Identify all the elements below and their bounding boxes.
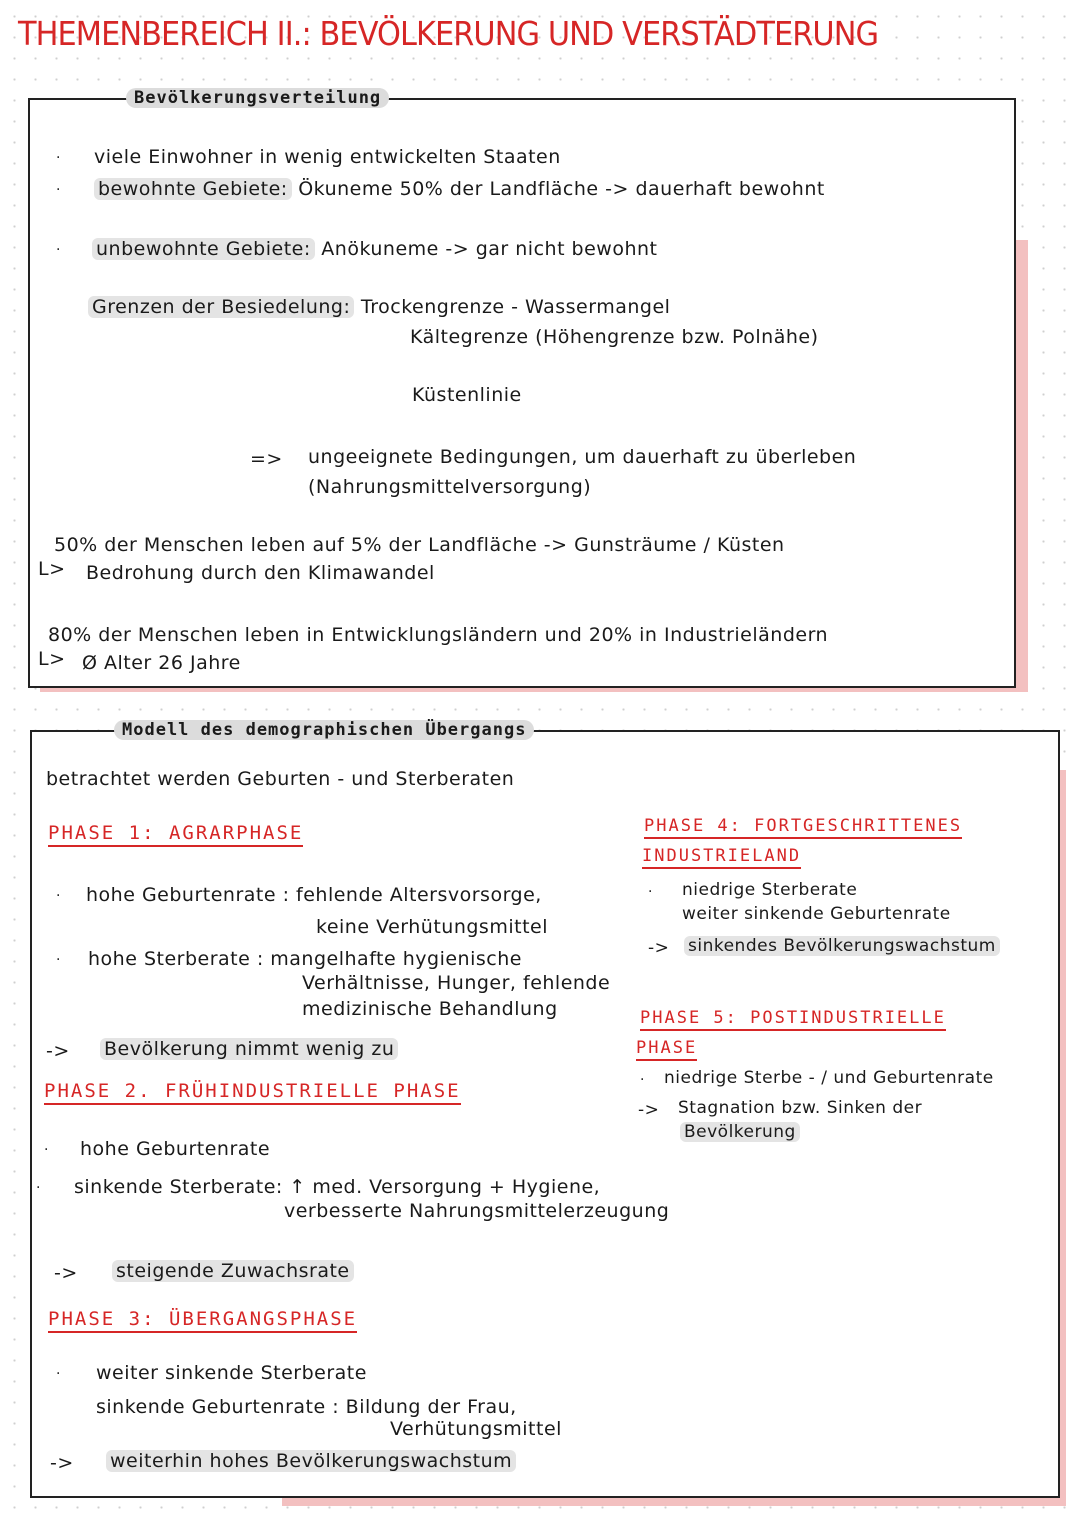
p1-death-label: hohe Sterberate : [88, 948, 264, 970]
p4-result-text: sinkendes Bevölkerungswachstum [684, 936, 1000, 956]
p2-line1: hohe Geburtenrate [80, 1138, 271, 1160]
p3-line2-2: Verhütungsmittel [390, 1418, 562, 1440]
p1-birth-1: fehlende Altersvorsorge, [296, 884, 542, 906]
p1-arrow: -> [46, 1040, 70, 1062]
bullet: · [56, 952, 61, 968]
fact1: 50% der Menschen leben auf 5% der Landfläche -> Gunsträume / Küsten [54, 534, 785, 556]
p3-arrow: -> [50, 1452, 74, 1474]
phase5-title-2: PHASE [636, 1038, 697, 1061]
p5-result-2 [680, 1122, 800, 1142]
p4-arrow: -> [648, 938, 670, 958]
inhabited-label: bewohnte Gebiete: [94, 178, 292, 200]
phase4-title-2: INDUSTRIELAND [642, 846, 801, 869]
s1-inhabited [94, 178, 825, 200]
p4-line1: niedrige Sterberate [682, 880, 858, 900]
p1-result-text: Bevölkerung nimmt wenig zu [100, 1038, 398, 1060]
p2-result [112, 1260, 354, 1282]
p1-death-2: Verhältnisse, Hunger, fehlende [302, 972, 611, 994]
p3-line2 [96, 1396, 517, 1418]
s1-uninhabited [92, 238, 658, 260]
p1-birth-label: hohe Geburtenrate : [86, 884, 290, 906]
p2-line2: sinkende Sterberate: ↑ med. Versorgung + Hygiene, [74, 1176, 601, 1198]
double-arrow: => [250, 448, 283, 470]
bullet: · [36, 1180, 41, 1196]
p3-result-text: weiterhin hohes Bevölkerungswachstum [106, 1450, 516, 1472]
bullet: · [44, 1142, 49, 1158]
p1-death-1: mangelhafte hygienische [270, 948, 522, 970]
s1-line1: viele Einwohner in wenig entwickelten Staaten [94, 146, 561, 168]
limits-2: Kältegrenze (Höhengrenze bzw. Polnähe) [410, 326, 819, 348]
p4-line2: weiter sinkende Geburtenrate [682, 904, 951, 924]
uninhabited-text: Anökuneme -> gar nicht bewohnt [321, 238, 658, 260]
phase1-title: PHASE 1: AGRARPHASE [48, 822, 303, 847]
p1-result [100, 1038, 398, 1060]
p2-arrow: -> [54, 1262, 78, 1284]
bullet: · [56, 1366, 61, 1382]
bullet: · [56, 182, 61, 198]
p5-result-2-text: Bevölkerung [680, 1122, 800, 1142]
limits-1: Trockengrenze - Wassermangel [360, 296, 671, 318]
p1-birth-2: keine Verhütungsmittel [316, 916, 548, 938]
p3-result [106, 1450, 516, 1472]
p3-line2-1: Bildung der Frau, [345, 1396, 517, 1418]
conclusion-2: (Nahrungsmittelversorgung) [308, 476, 592, 498]
p1-birth [86, 884, 542, 906]
fact2: 80% der Menschen leben in Entwicklungsländern und 20% in Industrieländern [48, 624, 829, 646]
phase4-title-1: PHASE 4: FORTGESCHRITTENES [644, 816, 962, 839]
bullet: · [56, 150, 61, 166]
fact1-sub: Bedrohung durch den Klimawandel [86, 562, 435, 584]
p4-result [684, 936, 1000, 956]
limits-label: Grenzen der Besiedelung: [88, 296, 354, 318]
uninhabited-label: unbewohnte Gebiete: [92, 238, 315, 260]
p5-line1: niedrige Sterbe - / und Geburtenrate [664, 1068, 994, 1088]
phase2-title: PHASE 2. FRÜHINDUSTRIELLE PHASE [44, 1080, 461, 1105]
fact2-sub: Ø Alter 26 Jahre [82, 652, 241, 674]
inhabited-text: Ökuneme 50% der Landfläche -> dauerhaft bewohnt [298, 178, 825, 200]
limits-3: Küstenlinie [412, 384, 522, 406]
page-title: THEMENBEREICH II.: BEVÖLKERUNG UND VERSTÄDTERUNG [18, 14, 879, 53]
section1-heading: Bevölkerungsverteilung [126, 88, 389, 108]
bullet: · [640, 1072, 645, 1088]
p2-line3: verbesserte Nahrungsmittelerzeugung [284, 1200, 670, 1222]
p5-result-1: Stagnation bzw. Sinken der [678, 1098, 923, 1118]
p1-death [88, 948, 522, 970]
phase5-title-1: PHASE 5: POSTINDUSTRIELLE [640, 1008, 946, 1031]
sub-arrow-2: L> [38, 648, 66, 670]
phase3-title: PHASE 3: ÜBERGANGSPHASE [48, 1308, 357, 1333]
bullet: · [56, 888, 61, 904]
conclusion-1: ungeeignete Bedingungen, um dauerhaft zu überleben [308, 446, 857, 468]
sub-arrow-1: L> [38, 558, 66, 580]
p5-arrow: -> [638, 1100, 660, 1120]
p3-line1: weiter sinkende Sterberate [96, 1362, 367, 1384]
bullet: · [56, 242, 61, 258]
p1-death-3: medizinische Behandlung [302, 998, 558, 1020]
p2-result-text: steigende Zuwachsrate [112, 1260, 354, 1282]
s2-intro: betrachtet werden Geburten - und Sterberaten [46, 768, 515, 790]
section2-heading: Modell des demographischen Übergangs [114, 720, 534, 740]
s1-limits [88, 296, 670, 318]
bullet: · [648, 884, 653, 900]
p3-line2-label: sinkende Geburtenrate : [96, 1396, 340, 1418]
